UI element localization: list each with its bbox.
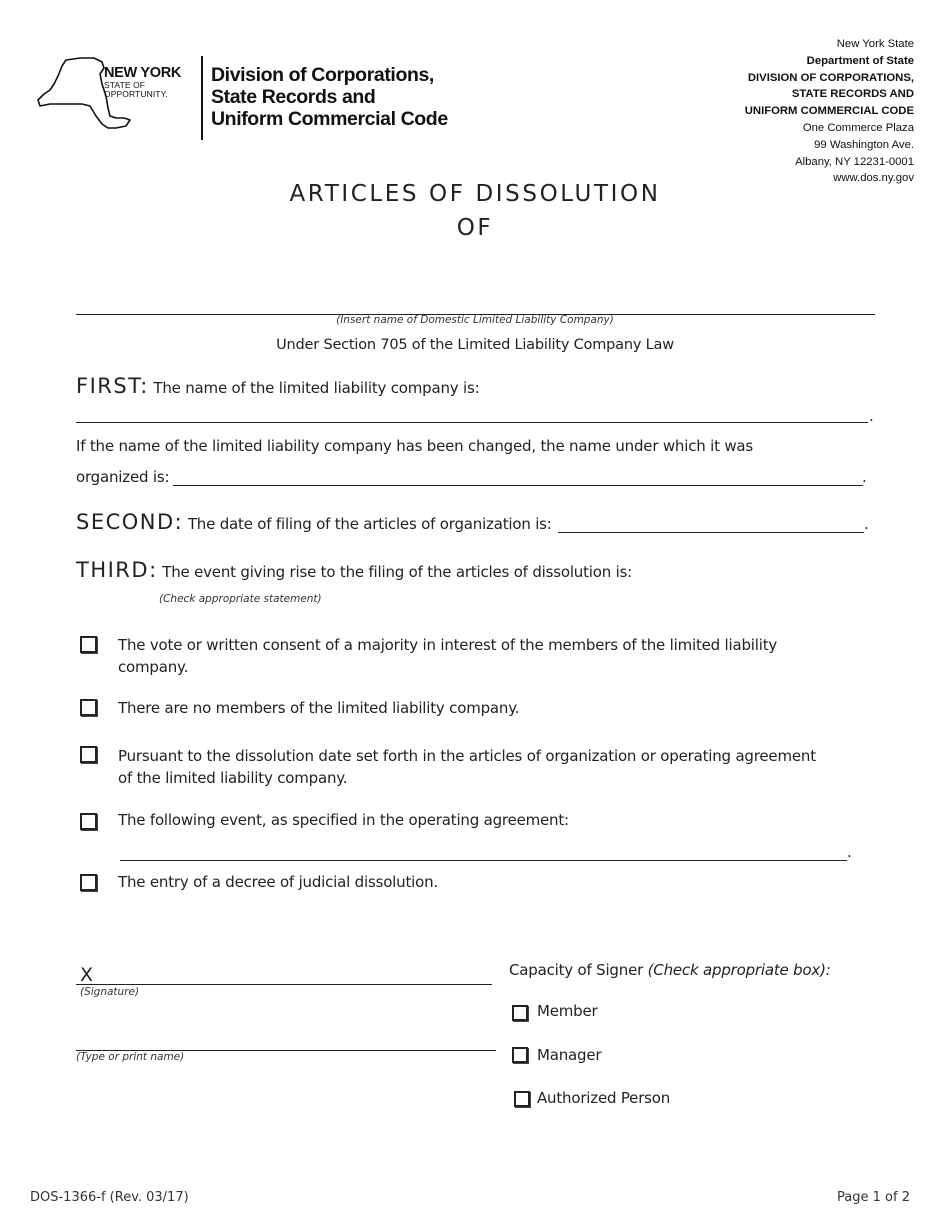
event-description-field[interactable] (120, 860, 847, 861)
capacity-label: Capacity of Signer (509, 961, 644, 979)
second-label: SECOND: (76, 510, 184, 534)
form-title-of: OF (456, 215, 494, 241)
period: . (862, 468, 867, 486)
address-line: UNIFORM COMMERCIAL CODE (744, 105, 914, 118)
address-line: 99 Washington Ave. (814, 138, 914, 151)
second-paragraph (76, 510, 552, 534)
option-text-line: company. (118, 658, 189, 676)
logo-opportunity: OPPORTUNITY. (104, 89, 168, 99)
form-id: DOS-1366-f (Rev. 03/17) (30, 1190, 189, 1205)
third-label: THIRD: (76, 558, 158, 582)
division-line-1: Division of Corporations, (211, 64, 434, 86)
period: . (869, 407, 874, 425)
name-changed-text: If the name of the limited liability company has been changed, the name under which it was (76, 437, 754, 455)
option-no-members-checkbox[interactable] (80, 699, 97, 716)
first-text: The name of the limited liability company is: (153, 379, 480, 397)
option-dissolution-date-checkbox[interactable] (80, 746, 97, 763)
signature-x-mark: X (80, 964, 93, 986)
period: . (847, 843, 852, 861)
first-paragraph (76, 374, 480, 398)
option-operating-agreement-event-label: The following event, as specified in the operating agreement: (118, 811, 569, 829)
check-statement-note: (Check appropriate statement) (159, 593, 322, 605)
option-no-members-label: There are no members of the limited liability company. (118, 699, 520, 717)
capacity-note: (Check appropriate box): (647, 961, 831, 979)
address-line: Department of State (806, 54, 914, 67)
option-text-line: of the limited liability company. (118, 769, 348, 787)
law-reference: Under Section 705 of the Limited Liability Company Law (276, 337, 674, 353)
option-text-line: Pursuant to the dissolution date set forth in the articles of organization or operating agreement (118, 747, 816, 765)
address-line: New York State (836, 38, 914, 50)
division-line-2: State Records and (211, 86, 376, 108)
address-line: STATE RECORDS AND (791, 88, 914, 101)
option-text-line: The vote or written consent of a majority in interest of the members of the limited liability (118, 636, 778, 654)
division-line-3: Uniform Commercial Code (211, 108, 448, 130)
capacity-authorized-person-checkbox[interactable] (514, 1091, 530, 1107)
capacity-manager-label: Manager (537, 1046, 602, 1064)
option-majority-vote-label (118, 634, 777, 678)
address-website: www.dos.ny.gov (833, 172, 914, 185)
signature-field[interactable] (76, 984, 492, 985)
capacity-manager-checkbox[interactable] (512, 1047, 528, 1063)
capacity-member-label: Member (537, 1002, 598, 1020)
logo-state-of: STATE OF (104, 80, 146, 90)
signature-note: (Signature) (80, 986, 140, 998)
first-label: FIRST: (76, 374, 149, 398)
original-name-field[interactable] (173, 485, 863, 486)
option-judicial-decree-label: The entry of a decree of judicial dissolution. (118, 873, 438, 891)
logo-divider (201, 56, 203, 140)
address-line: DIVISION OF CORPORATIONS, (747, 71, 914, 84)
division-title (211, 64, 448, 130)
filing-date-field[interactable] (558, 532, 864, 533)
address-line: One Commerce Plaza (802, 121, 914, 134)
logo-new-york: NEW YORK (104, 65, 182, 81)
capacity-authorized-person-label: Authorized Person (537, 1089, 671, 1107)
address-line: Albany, NY 12231-0001 (795, 155, 914, 168)
capacity-member-checkbox[interactable] (512, 1005, 528, 1021)
page-number: Page 1 of 2 (837, 1190, 910, 1205)
organized-is-label: organized is: (76, 468, 170, 486)
llc-name-answer-field[interactable] (76, 422, 868, 423)
option-operating-agreement-event-checkbox[interactable] (80, 813, 97, 830)
printed-name-note: (Type or print name) (76, 1051, 185, 1063)
capacity-heading (509, 961, 831, 979)
form-title: ARTICLES OF DISSOLUTION (289, 181, 661, 207)
nys-logo-text (104, 66, 181, 99)
llc-name-note: (Insert name of Domestic Limited Liability Company) (336, 314, 614, 326)
option-dissolution-date-label (118, 745, 816, 789)
option-judicial-decree-checkbox[interactable] (80, 874, 97, 891)
agency-address (745, 36, 914, 187)
third-text: The event giving rise to the filing of the articles of dissolution is: (162, 563, 633, 581)
third-paragraph (76, 558, 632, 582)
option-majority-vote-checkbox[interactable] (80, 636, 97, 653)
second-text: The date of filing of the articles of organization is: (187, 515, 552, 533)
period: . (864, 515, 869, 533)
